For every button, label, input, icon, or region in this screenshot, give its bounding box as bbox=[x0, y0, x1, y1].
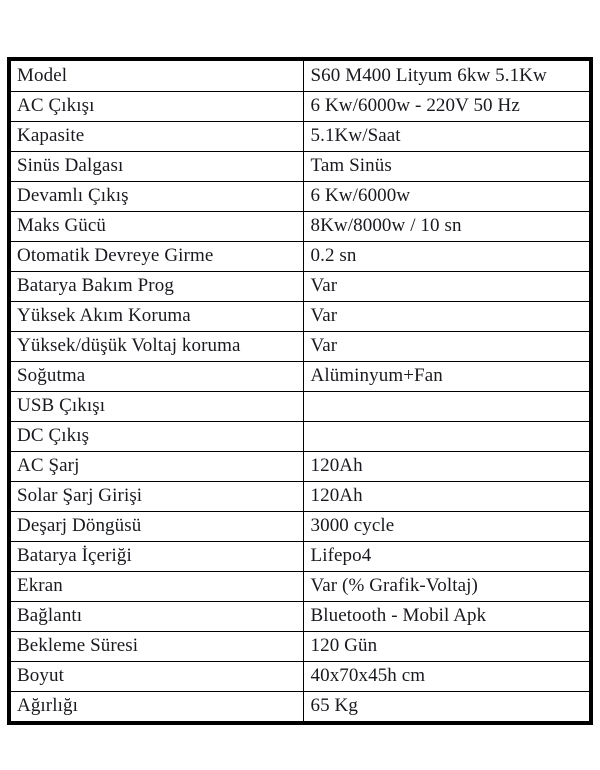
table-row bbox=[11, 481, 589, 511]
spec-value-cell bbox=[303, 391, 589, 421]
spec-label-cell: Sinüs Dalgası bbox=[11, 151, 303, 181]
table-row bbox=[11, 631, 589, 661]
table-row bbox=[11, 121, 589, 151]
table-row bbox=[11, 391, 589, 421]
spec-label-cell: USB Çıkışı bbox=[11, 391, 303, 421]
spec-label-cell: Model bbox=[11, 61, 303, 91]
table-row bbox=[11, 451, 589, 481]
table-row bbox=[11, 571, 589, 601]
spec-label-cell: Boyut bbox=[11, 661, 303, 691]
spec-label-cell: Devamlı Çıkış bbox=[11, 181, 303, 211]
spec-label-cell: AC Çıkışı bbox=[11, 91, 303, 121]
table-row bbox=[11, 331, 589, 361]
spec-value-cell: 0.2 sn bbox=[303, 241, 589, 271]
spec-value-cell: Var (% Grafik-Voltaj) bbox=[303, 571, 589, 601]
spec-label-cell: Kapasite bbox=[11, 121, 303, 151]
spec-label-cell: Bağlantı bbox=[11, 601, 303, 631]
table-row bbox=[11, 61, 589, 91]
spec-value-cell: S60 M400 Lityum 6kw 5.1Kw bbox=[303, 61, 589, 91]
spec-value-cell bbox=[303, 421, 589, 451]
table-row bbox=[11, 301, 589, 331]
spec-value-cell: 120Ah bbox=[303, 451, 589, 481]
spec-value-cell: 65 Kg bbox=[303, 691, 589, 721]
spec-label-cell: Deşarj Döngüsü bbox=[11, 511, 303, 541]
spec-label-cell: Soğutma bbox=[11, 361, 303, 391]
table-row bbox=[11, 181, 589, 211]
spec-label-cell: Batarya Bakım Prog bbox=[11, 271, 303, 301]
specification-table-body bbox=[11, 61, 589, 721]
spec-label-cell: Solar Şarj Girişi bbox=[11, 481, 303, 511]
spec-label-cell: Maks Gücü bbox=[11, 211, 303, 241]
table-row bbox=[11, 601, 589, 631]
spec-value-cell: Alüminyum+Fan bbox=[303, 361, 589, 391]
spec-label-cell: Ağırlığı bbox=[11, 691, 303, 721]
specification-table-container bbox=[7, 57, 593, 725]
spec-label-cell: Otomatik Devreye Girme bbox=[11, 241, 303, 271]
spec-value-cell: Var bbox=[303, 301, 589, 331]
spec-label-cell: Yüksek/düşük Voltaj koruma bbox=[11, 331, 303, 361]
table-row bbox=[11, 211, 589, 241]
spec-value-cell: Var bbox=[303, 331, 589, 361]
spec-label-cell: DC Çıkış bbox=[11, 421, 303, 451]
specification-table bbox=[11, 61, 589, 721]
table-row bbox=[11, 91, 589, 121]
spec-label-cell: Ekran bbox=[11, 571, 303, 601]
table-row bbox=[11, 151, 589, 181]
spec-value-cell: Var bbox=[303, 271, 589, 301]
spec-value-cell: 6 Kw/6000w - 220V 50 Hz bbox=[303, 91, 589, 121]
spec-label-cell: Batarya İçeriği bbox=[11, 541, 303, 571]
spec-value-cell: 120 Gün bbox=[303, 631, 589, 661]
spec-value-cell: Bluetooth - Mobil Apk bbox=[303, 601, 589, 631]
table-row bbox=[11, 271, 589, 301]
spec-value-cell: 8Kw/8000w / 10 sn bbox=[303, 211, 589, 241]
spec-value-cell: Lifepo4 bbox=[303, 541, 589, 571]
spec-value-cell: 5.1Kw/Saat bbox=[303, 121, 589, 151]
table-row bbox=[11, 511, 589, 541]
spec-label-cell: Bekleme Süresi bbox=[11, 631, 303, 661]
spec-label-cell: Yüksek Akım Koruma bbox=[11, 301, 303, 331]
spec-value-cell: 3000 cycle bbox=[303, 511, 589, 541]
table-row bbox=[11, 241, 589, 271]
spec-value-cell: 120Ah bbox=[303, 481, 589, 511]
table-row bbox=[11, 691, 589, 721]
table-row bbox=[11, 361, 589, 391]
spec-label-cell: AC Şarj bbox=[11, 451, 303, 481]
table-row bbox=[11, 661, 589, 691]
spec-value-cell: Tam Sinüs bbox=[303, 151, 589, 181]
table-row bbox=[11, 541, 589, 571]
table-row bbox=[11, 421, 589, 451]
spec-value-cell: 40x70x45h cm bbox=[303, 661, 589, 691]
spec-value-cell: 6 Kw/6000w bbox=[303, 181, 589, 211]
